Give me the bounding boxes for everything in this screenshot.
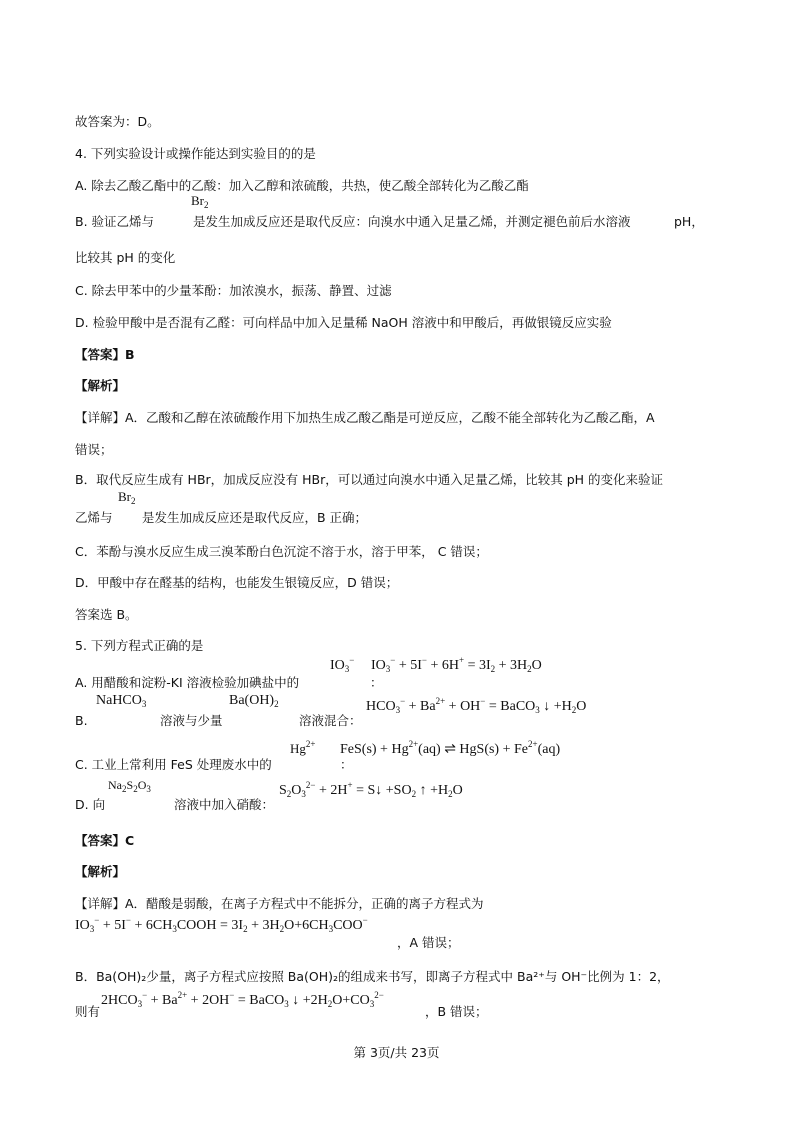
explanation-a: 【详解】A．乙酸和乙醇在浓硫酸作用下加热生成乙酸乙酯是可逆反应，乙酸不能全部转化为乙酸乙酯，A (75, 410, 655, 425)
option-5a: A. 用醋酸和淀粉-KI 溶液检验加碘盐中的 (75, 675, 300, 690)
explanation-b-part2: 是发生加成反应还是取代反应，B 正确； (142, 510, 368, 525)
option-b-part3: pH， (674, 214, 704, 229)
explanation-c: C．苯酚与溴水反应生成三溴苯酚白色沉淀不溶于水，溶于甲苯， C 错误； (75, 544, 488, 559)
option-d: D. 检验甲酸中是否混有乙醛：可向样品中加入足量稀 NaOH 溶液中和甲酸后，再做银镜反应实验 (75, 315, 612, 330)
option-5b-label: B. (75, 713, 88, 728)
formula-baoh2: $Ba(OH)_2$ (229, 693, 279, 709)
option-a: A. 除去乙酸乙酯中的乙酸：加入乙醇和浓硫酸，共热，使乙酸全部转化为乙酸乙酯 (75, 178, 529, 193)
formula-nahco3: NaHCO$_3$ (96, 693, 147, 709)
equation-d: $S_2O_3^{2-} + 2H^+$ = S↓ $+SO_2$ ↑ $+H_2O$ (279, 780, 463, 799)
formula-br2: $Br_2$ (118, 489, 136, 506)
analysis-label: 【解析】 (75, 378, 126, 393)
option-5c-colon: ： (340, 757, 353, 772)
option-b-cont: 比较其 pH 的变化 (75, 250, 176, 265)
equation-a: $IO_3^- + 5I^- + 6H^+ = 3I_2 + 3H_2O$ (371, 655, 542, 674)
question-4-stem: 4. 下列实验设计或操作能达到实验目的的是 (75, 146, 316, 161)
page-footer: 第 3页/共 23页 (353, 1045, 440, 1060)
option-b-part1: B. 验证乙烯与 (75, 214, 155, 229)
explanation-5b: B．Ba(OH)₂少量，离子方程式应按照 Ba(OH)₂的组成来书写，即离子方程式中 Ba²⁺与 OH⁻比例为 1：2， (75, 969, 670, 984)
option-5d-part2: 溶液中加入硝酸： (174, 797, 275, 812)
option-5c: C. 工业上常利用 FeS 处理废水中的 (75, 757, 272, 772)
formula-br2: $Br_2$ (191, 193, 209, 210)
answer-label: 【答案】B (75, 347, 135, 362)
explanation-5b-part1: 则有 (75, 1004, 101, 1019)
explanation-d: D．甲酸中存在醛基的结构，也能发生银镜反应，D 错误； (75, 575, 399, 590)
option-5d-part1: D. 向 (75, 797, 106, 812)
text-line: 故答案为：D。 (75, 114, 160, 129)
equation-b: $HCO_3^- + Ba^{2+} + OH^-$ = BaCO$_3$ ↓ $+H_2O$ (366, 696, 587, 715)
question-5-stem: 5. 下列方程式正确的是 (75, 638, 204, 653)
explanation-5a-end: ，A 错误； (397, 935, 460, 950)
answer-label: 【答案】C (75, 833, 135, 848)
option-5b-part2: 溶液混合： (299, 713, 362, 728)
explanation-b-part1: 乙烯与 (75, 510, 113, 525)
equation-a-correct: $IO_3^- + 5I^-$ + $6CH_3COOH = 3I_2 + 3H_2O+6CH_3COO^-$ (75, 915, 368, 934)
formula-hg2plus: $Hg^{2+}$ (290, 739, 316, 756)
equation-c: $FeS(s) + Hg^{2+}(aq)$ ⇌ $HgS(s) + Fe^{2+}(aq)$ (340, 739, 561, 757)
option-5b-part1: 溶液与少量 (160, 713, 223, 728)
option-5a-colon: ： (370, 675, 383, 690)
explanation-a-cont: 错误； (75, 442, 113, 457)
option-c: C. 除去甲苯中的少量苯酚：加浓溴水，振荡、静置、过滤 (75, 283, 392, 298)
option-b-part2: 是发生加成反应还是取代反应：向溴水中通入足量乙烯，并测定褪色前后水溶液 (193, 214, 631, 229)
explanation-5a: 【详解】A．醋酸是弱酸，在离子方程式中不能拆分，正确的离子方程式为 (75, 896, 484, 911)
explanation-5b-part2: ，B 错误； (425, 1004, 488, 1019)
explanation-b: B．取代反应生成有 HBr，加成反应没有 HBr，可以通过向溴水中通入足量乙烯，比较其 pH 的变化来验证 (75, 472, 664, 487)
formula-io3: $IO_3^-$ (330, 655, 355, 674)
answer-choice: 答案选 B。 (75, 607, 138, 622)
formula-na2s2o3: $Na_2S_2O_3$ (108, 778, 151, 794)
analysis-label: 【解析】 (75, 864, 126, 879)
equation-b-correct: $2HCO_3^- + Ba^{2+} + 2OH^-$ = BaCO$_3$ ↓ $+2H_2O+CO_3^{2-}$ (101, 990, 384, 1009)
